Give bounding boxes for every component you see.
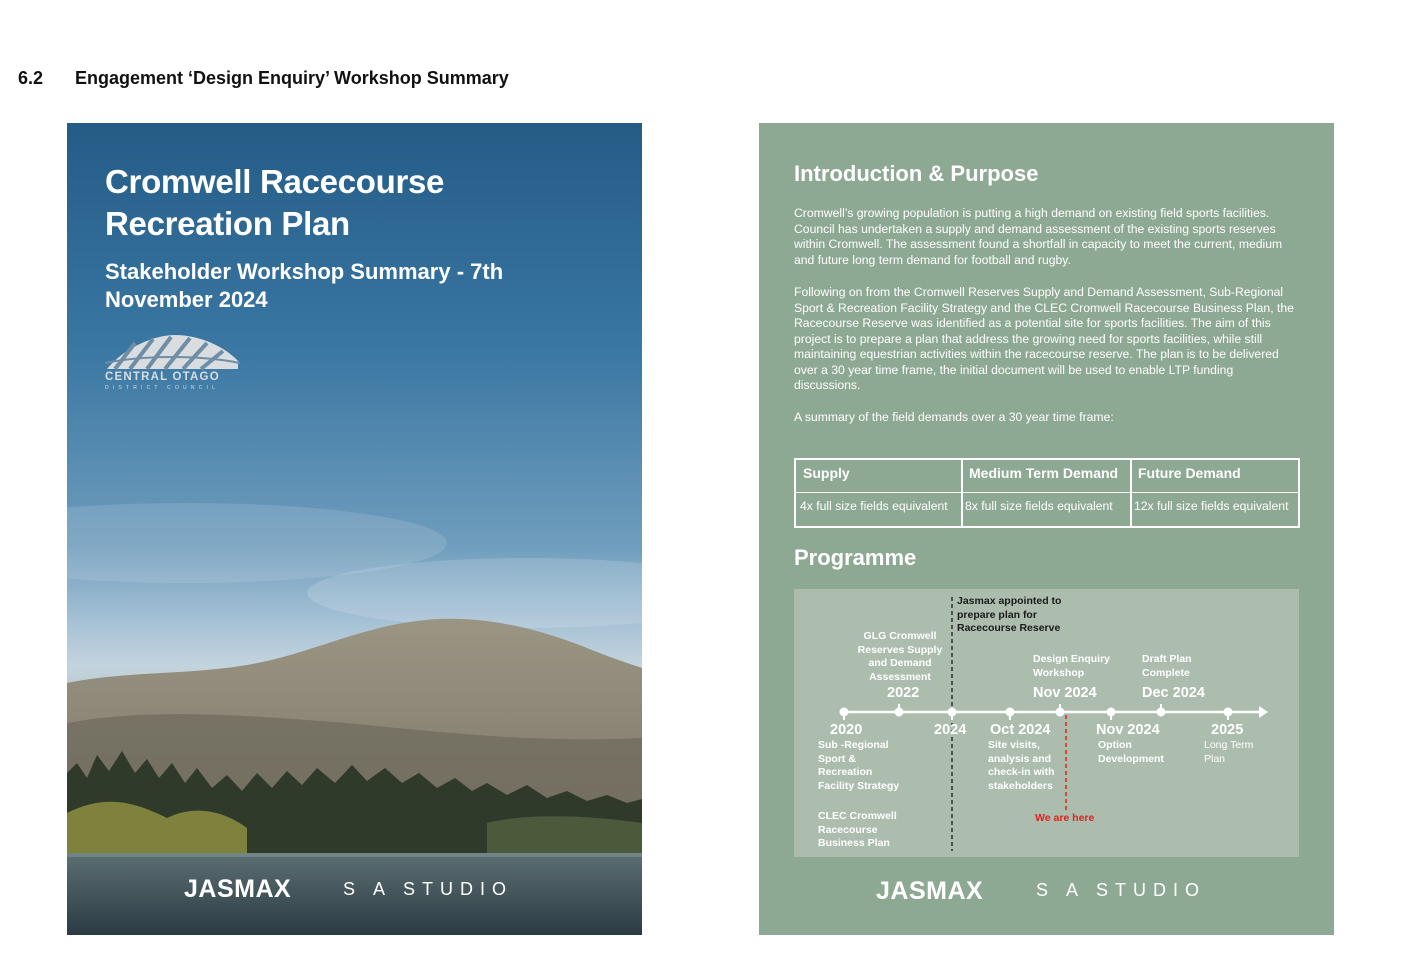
- programme-timeline: [794, 589, 1299, 857]
- milestone-workshop-label: Design Enquiry Workshop: [1033, 653, 1111, 679]
- footer-jasmax-logo: JASMAX: [876, 877, 984, 905]
- intro-paragraph-1: Cromwell’s growing population is putting a high demand on existing field sports facilities. Council has undertaken a supply and demand assessment of the existing sports reserves within Cromwell. The assessment found a shortfall in capacity to meet the current, medium and future long term demand for football and rugby.: [794, 206, 1283, 267]
- council-logo-name: CENTRAL OTAGO: [105, 371, 220, 383]
- milestone-workshop-year: Nov 2024: [1033, 685, 1097, 701]
- milestone-option-label: Option Development: [1098, 739, 1164, 765]
- milestone-2020-year: 2020: [830, 722, 863, 738]
- table-cell-future: 12x full size fields equivalent: [1134, 499, 1289, 513]
- milestone-oct-year: Oct 2024: [990, 722, 1051, 738]
- section-title: Engagement ‘Design Enquiry’ Workshop Summary: [75, 68, 509, 88]
- sa-studio-logo: S A STUDIO: [343, 879, 514, 899]
- table-header-future: Future Demand: [1132, 460, 1298, 493]
- table-cell-supply: 4x full size fields equivalent: [796, 493, 963, 526]
- table-header-medium: Medium Term Demand: [963, 460, 1132, 493]
- milestone-option-year: Nov 2024: [1096, 722, 1160, 738]
- intro-heading: Introduction & Purpose: [794, 161, 1039, 186]
- intro-paragraph-3: A summary of the field demands over a 30 year time frame:: [794, 410, 1114, 424]
- intro-page: [759, 123, 1334, 935]
- milestone-draft-year: Dec 2024: [1142, 685, 1205, 701]
- milestone-2020-label: Sub -Regional Sport & Recreation Facility Strategy: [818, 739, 900, 792]
- milestone-2025-year: 2025: [1211, 722, 1244, 738]
- table-header-supply: Supply: [796, 460, 963, 493]
- milestone-2022-label: GLG Cromwell Reserves Supply and Demand Assessment: [857, 630, 943, 683]
- section-number: 6.2: [18, 68, 44, 88]
- milestone-2020-label-2: CLEC Cromwell Racecourse Business Plan: [818, 810, 897, 849]
- milestone-draft-label: Draft Plan Complete: [1142, 653, 1192, 679]
- footer-sa-studio-logo: S A STUDIO: [1036, 880, 1207, 900]
- field-demand-table: [794, 458, 1300, 528]
- we-are-here-label: We are here: [1035, 812, 1095, 824]
- table-cell-medium: 8x full size fields equivalent: [963, 493, 1132, 526]
- council-logo: [105, 333, 245, 393]
- milestone-2025-label: Long Term Plan: [1204, 739, 1254, 765]
- programme-heading: Programme: [794, 545, 917, 570]
- milestone-2022-year: 2022: [887, 685, 920, 701]
- appointed-note: Jasmax appointed to prepare plan for Racecourse Reserve: [957, 595, 1062, 634]
- jasmax-logo: JASMAX: [184, 875, 292, 903]
- cover-subtitle: Stakeholder Workshop Summary - 7th November 2024: [105, 259, 504, 312]
- intro-paragraph-2: Following on from the Cromwell Reserves Supply and Demand Assessment, Sub-Regional Sport & Recreation Facility Strategy and the CLEC Cromwell Racecourse Business Plan, the Racecourse Reserve was identified as a potential site for sports facilities. The aim of this project is to prepare a plan that address the growing need for sports facilities, while still maintaining equestrian activities within the racecourse reserve. The plan is to be delivered over a 30 year time frame, the initial document will be used to enable LTP funding discussions.: [794, 285, 1294, 392]
- cover-page: [67, 123, 642, 935]
- milestone-2024-year: 2024: [934, 722, 967, 738]
- hills-logo-icon: [105, 333, 240, 373]
- cover-title: Cromwell Racecourse Recreation Plan: [105, 163, 445, 242]
- council-logo-sub: DISTRICT COUNCIL: [105, 385, 220, 391]
- milestone-oct-label: Site visits, analysis and check-in with stakeholders: [988, 739, 1055, 792]
- timeline-arrow-icon: [1259, 706, 1268, 718]
